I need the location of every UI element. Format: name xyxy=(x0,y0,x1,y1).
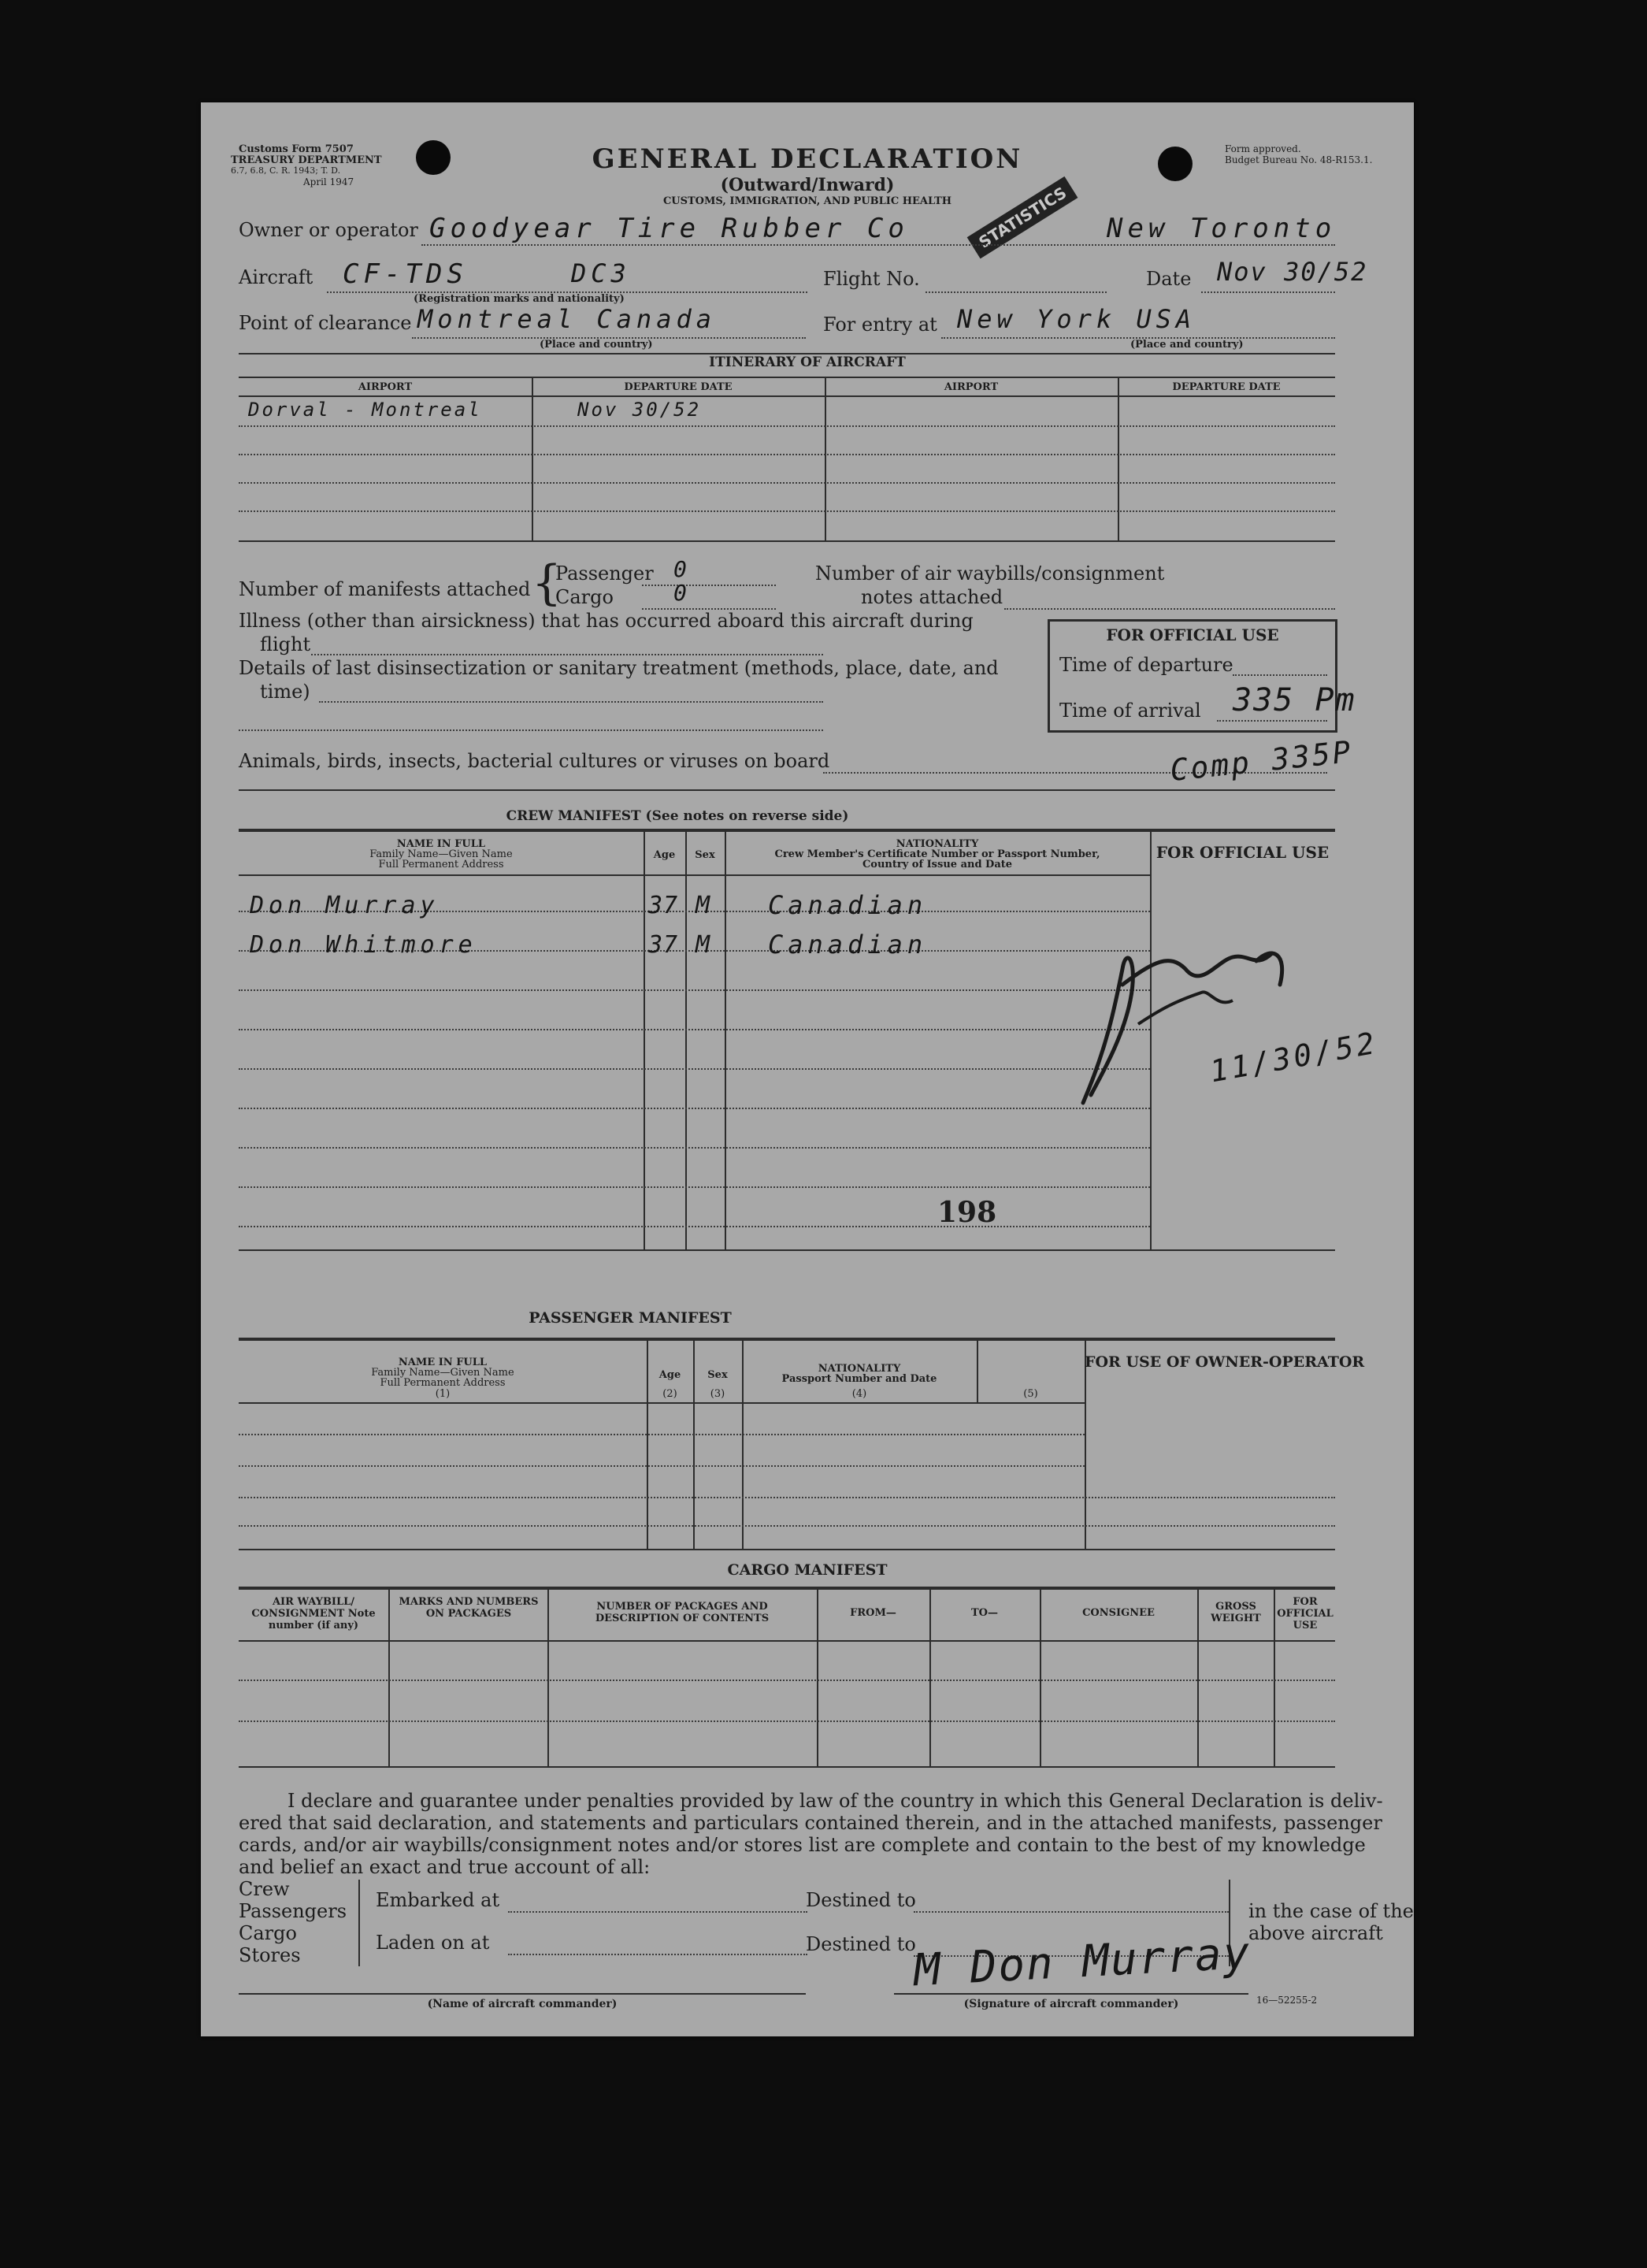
crew-bottom-rule xyxy=(239,1249,1335,1251)
passenger-bottom-rule xyxy=(239,1549,1335,1550)
declaration-line-4: and belief an exact and true account of all: xyxy=(239,1856,651,1878)
commander-name-note: (Name of aircraft commander) xyxy=(427,1998,618,2010)
itinerary-col-airport-1: AIRPORT xyxy=(358,381,413,393)
time-arrival-line xyxy=(1217,720,1327,722)
waybills-line xyxy=(1004,608,1335,610)
cargo-col-official: FOR OFFICIAL USE xyxy=(1277,1596,1334,1631)
date-label: Date xyxy=(1146,268,1192,290)
cargo-row-line-1 xyxy=(239,1680,1335,1681)
crew-row-2-sex[interactable]: M xyxy=(696,931,715,959)
form-number: Customs Form 7507 xyxy=(239,143,354,155)
declaration-item-cargo: Cargo xyxy=(239,1922,297,1944)
itinerary-col-1 xyxy=(532,377,533,542)
passenger-col-sex-label: Sex xyxy=(707,1369,728,1381)
passenger-col-name-num: (1) xyxy=(435,1388,451,1400)
crew-row-2-name[interactable]: Don Whitmore xyxy=(250,931,477,959)
passenger-col-5-num: (5) xyxy=(1023,1388,1038,1400)
crew-row-1-age[interactable]: 37 xyxy=(648,892,679,919)
cargo-value[interactable]: 0 xyxy=(673,580,692,606)
crew-top-rule xyxy=(239,829,1335,832)
destined-label-1: Destined to xyxy=(806,1889,916,1911)
flight-label: Flight No. xyxy=(823,268,920,290)
form-date: April 1947 xyxy=(303,176,354,187)
illness-label-1: Illness (other than airsickness) that has occurred aboard this aircraft during xyxy=(239,610,974,632)
in-case-label-1: in the case of the xyxy=(1248,1900,1414,1922)
passenger-row-line-2 xyxy=(239,1465,1085,1467)
animals-label: Animals, birds, insects, bacterial cultures or viruses on board xyxy=(239,750,830,772)
registration-note: (Registration marks and nationality) xyxy=(414,293,625,305)
passenger-col-nat-1: NATIONALITY xyxy=(818,1363,901,1375)
crew-col-name-2: Family Name—Given Name xyxy=(369,848,513,860)
crew-row-line-5 xyxy=(239,1068,1150,1070)
crew-row-line-7 xyxy=(239,1147,1150,1149)
passenger-col-sex-num: (3) xyxy=(710,1388,725,1400)
crew-official-title: FOR OFFICIAL USE xyxy=(1155,843,1330,862)
form-code: 16—52255-2 xyxy=(1256,1995,1318,2006)
crew-row-1-nationality[interactable]: Canadian xyxy=(768,890,928,920)
illness-line xyxy=(311,654,823,655)
declaration-bracket-left xyxy=(358,1880,360,1966)
flight-line xyxy=(926,291,1107,293)
embarked-line xyxy=(508,1911,807,1913)
crew-row-line-9 xyxy=(239,1226,1150,1227)
place-note-left: (Place and country) xyxy=(540,339,653,351)
passenger-col-name-3: Full Permanent Address xyxy=(380,1377,506,1389)
cargo-header-rule xyxy=(239,1640,1335,1642)
date-line xyxy=(1201,291,1335,293)
aircraft-type[interactable]: DC3 xyxy=(571,258,631,288)
date-value[interactable]: Nov 30/52 xyxy=(1217,257,1368,287)
clearance-value[interactable]: Montreal Canada xyxy=(417,304,716,334)
form-regulation: 6.7, 6.8, C. R. 1943; T. D. xyxy=(231,165,341,176)
disinsect-line xyxy=(319,701,823,703)
form-subtitle: (Outward/Inward) xyxy=(720,175,895,195)
crew-title: CREW MANIFEST (See notes on reverse side) xyxy=(506,808,849,824)
crew-row-line-3 xyxy=(239,989,1150,991)
crew-row-line-4 xyxy=(239,1029,1150,1030)
cargo-col-2 xyxy=(388,1588,390,1768)
itinerary-title: ITINERARY OF AIRCRAFT xyxy=(709,354,906,370)
itinerary-subheader-rule xyxy=(239,395,1335,397)
approval-line-2: Budget Bureau No. 48-R153.1. xyxy=(1225,154,1373,165)
cargo-col-waybill: AIR WAYBILL/ CONSIGNMENT Note number (if any) xyxy=(251,1596,376,1631)
cargo-label: Cargo xyxy=(555,586,614,608)
declaration-line-1: I declare and guarantee under penalties provided by law of the country in which this General Declaration is deliv- xyxy=(287,1790,1383,1812)
owner-label: Owner or operator xyxy=(239,219,418,241)
disinsect-label-2: time) xyxy=(260,681,310,703)
declaration-item-stores: Stores xyxy=(239,1944,301,1966)
time-arrival-value[interactable]: 335 Pm xyxy=(1233,682,1356,718)
time-arrival-label: Time of arrival xyxy=(1059,700,1201,722)
owner-line xyxy=(421,244,1335,246)
official-signature-date: 11/30/52 xyxy=(1207,1025,1381,1089)
cargo-col-consignee: CONSIGNEE xyxy=(1082,1607,1155,1619)
cargo-col-8 xyxy=(1274,1588,1275,1768)
itinerary-departure-1[interactable]: Nov 30/52 xyxy=(577,399,702,421)
entry-value[interactable]: New York USA xyxy=(957,304,1196,334)
clearance-label: Point of clearance xyxy=(239,312,412,334)
cargo-col-from: FROM— xyxy=(850,1607,896,1619)
passenger-label: Passenger xyxy=(555,562,654,585)
crew-row-1-sex[interactable]: M xyxy=(696,892,715,919)
passenger-top-rule xyxy=(239,1338,1335,1341)
aircraft-value[interactable]: CF-TDS xyxy=(343,258,468,290)
passenger-line xyxy=(642,585,776,586)
statistics-stamp: STATISTICS xyxy=(967,176,1078,259)
itinerary-row-3 xyxy=(239,482,1335,484)
form-title: GENERAL DECLARATION xyxy=(592,143,1023,175)
owner-city[interactable]: New Toronto xyxy=(1107,213,1337,244)
crew-page-stamp: 198 xyxy=(937,1196,997,1229)
itinerary-airport-1[interactable]: Dorval - Montreal xyxy=(248,399,482,421)
passenger-col-age-label: Age xyxy=(658,1369,681,1381)
crew-col-age-label: Age xyxy=(653,849,676,861)
manifests-label: Number of manifests attached xyxy=(239,578,531,600)
crew-col-nat-3: Country of Issue and Date xyxy=(862,859,1013,870)
destined-label-2: Destined to xyxy=(806,1933,916,1955)
crew-header-rule xyxy=(239,874,1150,876)
form-subtitle-2: CUSTOMS, IMMIGRATION, AND PUBLIC HEALTH xyxy=(662,195,952,207)
cargo-col-3 xyxy=(547,1588,549,1768)
declaration-item-crew: Crew xyxy=(239,1878,290,1900)
passenger-col-age-num: (2) xyxy=(662,1388,677,1400)
itinerary-col-departure-1: DEPARTURE DATE xyxy=(624,381,733,393)
time-departure-label: Time of departure xyxy=(1059,654,1233,676)
passenger-col-nat-num: (4) xyxy=(851,1388,867,1400)
declaration-line-3: cards, and/or air waybills/consignment notes and/or stores list are complete and contain to the best of my knowledge xyxy=(239,1834,1366,1856)
commander-name-line xyxy=(239,1993,806,1995)
passenger-row-line-4 xyxy=(239,1525,1335,1527)
brace: { xyxy=(532,555,562,611)
passenger-owner-use: FOR USE OF OWNER-OPERATOR xyxy=(1085,1353,1365,1371)
blank-line xyxy=(239,729,823,731)
declaration-form xyxy=(201,102,1414,2036)
crew-col-name-1: NAME IN FULL xyxy=(396,838,486,850)
passenger-title: PASSENGER MANIFEST xyxy=(529,1309,732,1327)
illness-label-2: flight xyxy=(260,633,311,655)
itinerary-row-1 xyxy=(239,425,1335,427)
crew-row-line-8 xyxy=(239,1186,1150,1188)
itinerary-col-2 xyxy=(825,377,826,542)
disinsect-label-1: Details of last disinsectization or sanitary treatment (methods, place, date, and xyxy=(239,657,999,679)
itinerary-header-rule xyxy=(239,377,1335,378)
cargo-bottom-rule xyxy=(239,1766,1335,1768)
official-use-title: FOR OFFICIAL USE xyxy=(1106,625,1279,644)
declaration-item-passengers: Passengers xyxy=(239,1900,347,1922)
approval-line-1: Form approved. xyxy=(1225,143,1301,154)
itinerary-row-2 xyxy=(239,454,1335,455)
passenger-col-nat-2: Passport Number and Date xyxy=(781,1373,937,1385)
passenger-row-line-3 xyxy=(239,1497,1335,1498)
place-note-right: (Place and country) xyxy=(1130,339,1244,351)
owner-value[interactable]: Goodyear Tire Rubber Co xyxy=(429,213,909,244)
itinerary-bottom-rule xyxy=(239,540,1335,542)
cargo-row-line-2 xyxy=(239,1720,1335,1722)
form-department: TREASURY DEPARTMENT xyxy=(231,154,382,166)
cargo-col-marks: MARKS AND NUMBERS ON PACKAGES xyxy=(399,1596,539,1620)
crew-col-nat-2: Crew Member's Certificate Number or Passport Number, xyxy=(774,848,1100,860)
passenger-header-rule xyxy=(239,1402,1085,1404)
itinerary-col-3 xyxy=(1118,377,1119,542)
laden-line xyxy=(508,1954,807,1955)
time-departure-line xyxy=(1233,674,1327,676)
laden-label: Laden on at xyxy=(376,1932,490,1954)
aircraft-label: Aircraft xyxy=(239,266,313,288)
commander-sig-note: (Signature of aircraft commander) xyxy=(963,1998,1179,2010)
waybills-label-1: Number of air waybills/consignment xyxy=(815,562,1165,585)
commander-signature: M Don Murray xyxy=(912,1927,1252,1997)
waybills-label-2: notes attached xyxy=(861,586,1003,608)
passenger-value[interactable]: 0 xyxy=(673,556,692,582)
crew-col-nat-1: NATIONALITY xyxy=(896,838,979,850)
animals-note[interactable]: Comp 335P xyxy=(1168,733,1355,789)
itinerary-col-airport-2: AIRPORT xyxy=(944,381,999,393)
declaration-line-2: ered that said declaration, and statements and particulars contained therein, and in the attached manifests, passenger xyxy=(239,1812,1382,1834)
itinerary-row-4 xyxy=(239,510,1335,512)
entry-label: For entry at xyxy=(823,314,937,336)
embarked-label: Embarked at xyxy=(376,1889,500,1911)
in-case-label-2: above aircraft xyxy=(1248,1922,1383,1944)
passenger-col-name-1: NAME IN FULL xyxy=(398,1357,488,1368)
cargo-col-weight: GROSS WEIGHT xyxy=(1211,1601,1261,1624)
crew-row-1-name[interactable]: Don Murray xyxy=(250,892,440,919)
cargo-top-rule xyxy=(239,1587,1335,1590)
crew-col-sex-label: Sex xyxy=(695,849,715,861)
cargo-col-packages: NUMBER OF PACKAGES AND DESCRIPTION OF CONTENTS xyxy=(595,1601,770,1624)
destined-line-1 xyxy=(914,1911,1229,1913)
crew-col-name-3: Full Permanent Address xyxy=(378,859,504,870)
itinerary-col-departure-2: DEPARTURE DATE xyxy=(1172,381,1281,393)
animals-rule xyxy=(239,789,1335,791)
passenger-row-line-1 xyxy=(239,1434,1085,1435)
crew-row-2-age[interactable]: 37 xyxy=(648,931,679,959)
crew-row-2-nationality[interactable]: Canadian xyxy=(768,930,928,960)
cargo-col-7 xyxy=(1197,1588,1199,1768)
official-signature xyxy=(1052,914,1319,1119)
crew-row-line-6 xyxy=(239,1108,1150,1109)
cargo-col-to: TO— xyxy=(971,1607,998,1619)
cargo-title: CARGO MANIFEST xyxy=(727,1561,888,1579)
passenger-col-name-2: Family Name—Given Name xyxy=(371,1367,514,1379)
